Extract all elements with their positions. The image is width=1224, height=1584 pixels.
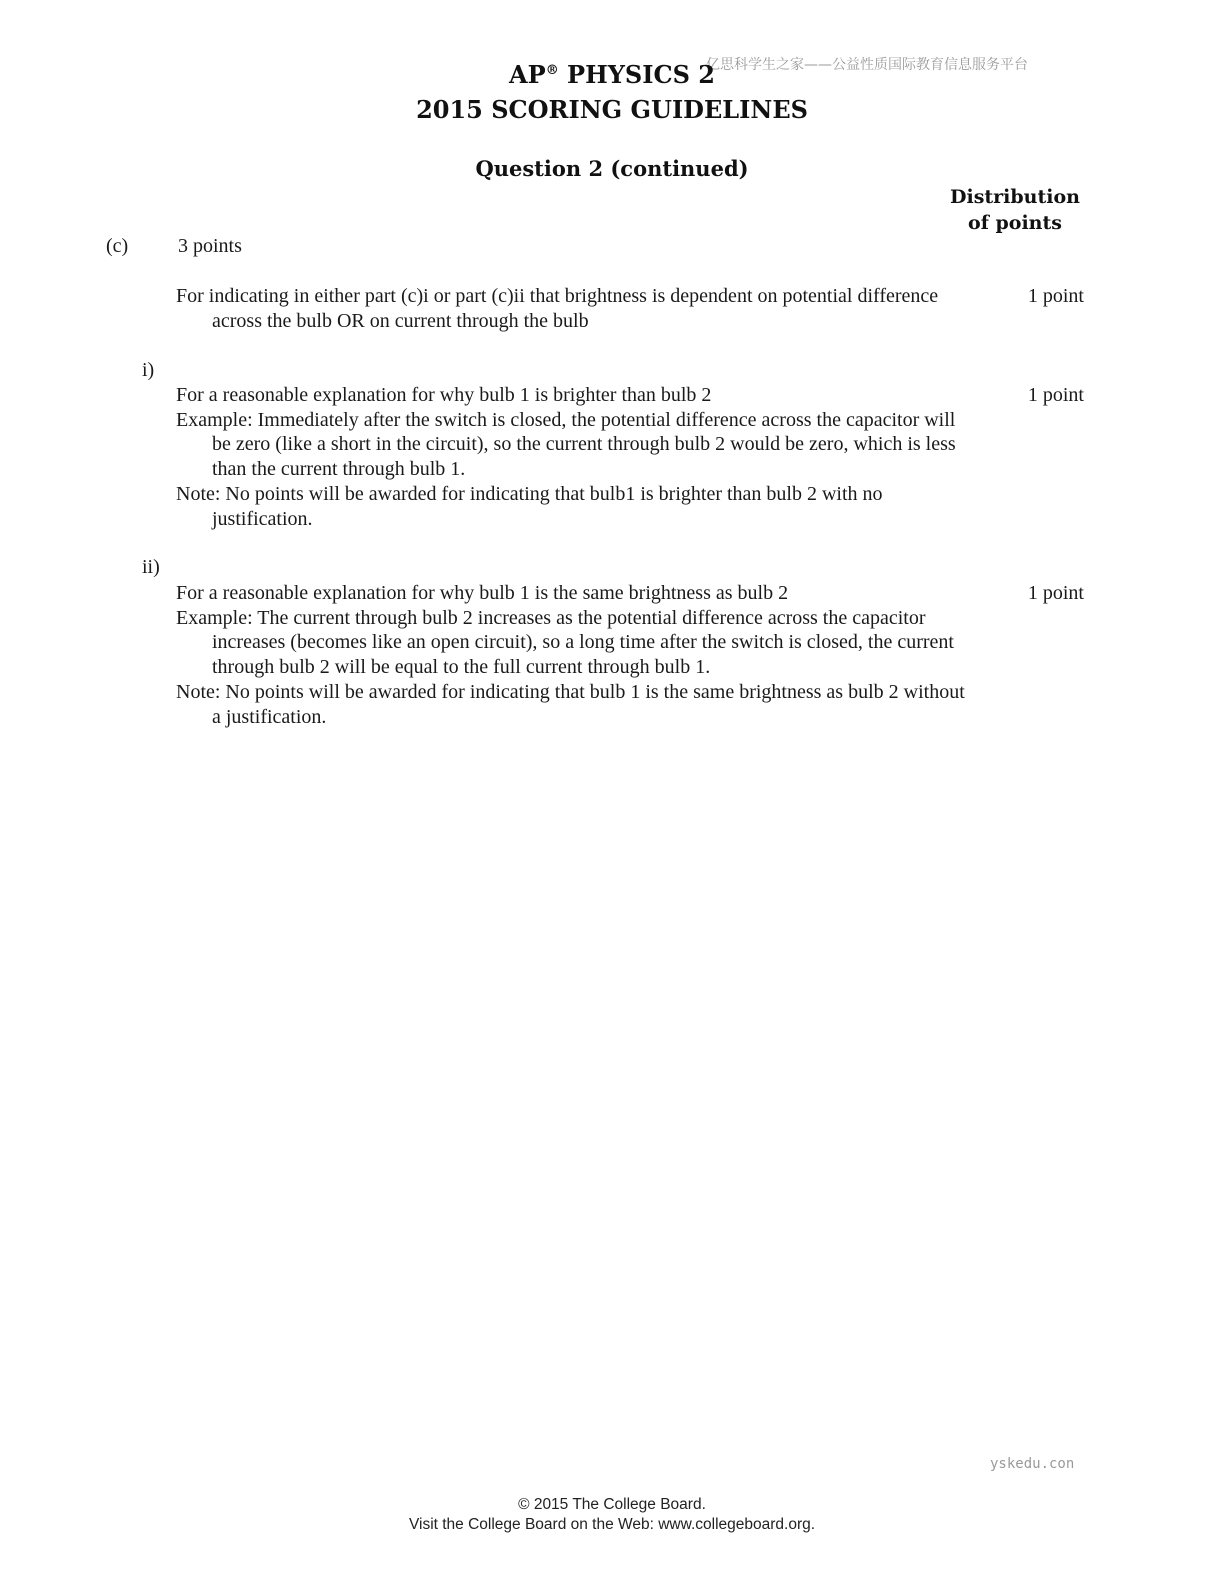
footer-copyright: © 2015 The College Board. (518, 1496, 706, 1513)
general-criterion-text: For indicating in either part (c)i or part (c)ii that brightness is dependent on potential difference across the bulb OR on current through the bulb (176, 285, 939, 332)
watermark-text-top: 亿思科学生之家——公益性质国际教育信息服务平台 (706, 57, 1028, 73)
page-title (0, 60, 1224, 89)
subpart-ii-label: ii) (142, 556, 160, 578)
subpart-i-points: 1 point (1027, 384, 1084, 406)
page-subtitle: 2015 SCORING GUIDELINES (416, 95, 808, 124)
subpart-i-example: Example: Immediately after the switch is closed, the potential difference across the capacitor will be zero (like a short in the circuit), so the current through bulb 2 would be zero, which is less than the current through bulb 1. (176, 408, 956, 481)
subpart-i-note: Note: No points will be awarded for indicating that bulb1 is brighter than bulb 2 with no justification. (176, 482, 883, 530)
part-c-label: (c) (106, 235, 129, 257)
general-criterion-points: 1 point (1027, 285, 1084, 307)
distribution-heading-line2: of points (968, 212, 1062, 234)
footer-visit: Visit the College Board on the Web: www.collegeboard.org. (408, 1516, 816, 1533)
question-title: Question 2 (continued) (475, 156, 749, 181)
distribution-heading-line1: Distribution (950, 186, 1080, 208)
subpart-ii-block (176, 581, 966, 729)
title-prefix: AP (509, 60, 546, 89)
watermark-text-bottom: yskedu.con (990, 1456, 1075, 1472)
title-suffix: PHYSICS 2 (558, 60, 715, 89)
subpart-ii-criterion: For a reasonable explanation for why bulb 1 is the same brightness as bulb 2 (176, 582, 789, 604)
subpart-ii-example: Example: The current through bulb 2 increases as the potential difference across the capacitor increases (becomes like an open circuit), so a long time after the switch is closed, the current through bulb 2 will be equal to the full current through bulb 1. (176, 606, 954, 679)
subpart-ii-note: Note: No points will be awarded for indicating that bulb 1 is the same brightness as bulb 2 without a justification. (176, 680, 965, 728)
general-criterion (176, 284, 966, 333)
part-c-points: 3 points (178, 235, 242, 257)
subpart-i-block (176, 383, 966, 531)
subpart-i-label: i) (142, 359, 155, 381)
registered-mark: ® (545, 63, 559, 78)
subpart-i-criterion: For a reasonable explanation for why bulb 1 is brighter than bulb 2 (176, 384, 712, 406)
subpart-ii-points: 1 point (1027, 582, 1084, 604)
distribution-heading (940, 184, 1090, 236)
